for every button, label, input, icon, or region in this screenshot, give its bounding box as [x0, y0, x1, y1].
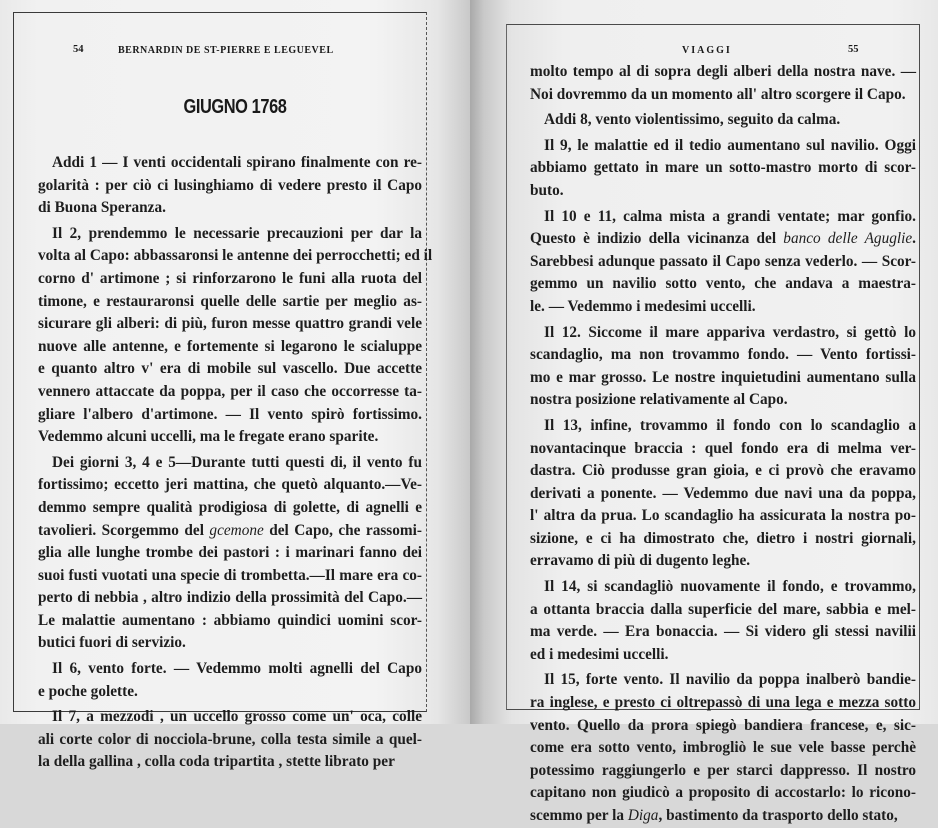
- text-line: ed i medesimi uccelli.: [530, 645, 669, 663]
- text-line: vento. Quello da prora spiegò bandiera francese, e, sic-: [530, 716, 916, 734]
- right-page-number: 55: [848, 44, 859, 55]
- paragraph: [530, 576, 916, 666]
- text-line: e quanto altro v' era di mobile sul vascello. Due accette: [38, 360, 422, 378]
- text-line: Noi dovremmo da un momento all' altro scorgere il Capo.: [530, 85, 906, 103]
- text-line: Dei giorni 3, 4 e 5—Durante tutti questi di, il vento fu: [52, 453, 422, 471]
- paragraph: [38, 223, 433, 449]
- paragraph: [38, 452, 422, 655]
- text-line: l' altra da prua. Lo scandaglio ha assicurata la nostra po-: [530, 507, 916, 525]
- text-line: Il 6, vento forte. — Vedemmo molti agnelli del Capo: [52, 660, 422, 678]
- text-line: Il 14, si scandagliò nuovamente il fondo, e trovammo,: [544, 578, 916, 596]
- paragraph: [530, 669, 916, 827]
- text-line: Il 13, infine, trovammo il fondo con lo scandaglio a: [544, 416, 916, 434]
- text-line: sizione, e ci ha dimostrato che, dietro i nostri giornali,: [530, 529, 916, 547]
- text-line: abbiamo gettato in mare un sotto-mastro morto di scor-: [530, 159, 916, 177]
- text-line: le. — Vedemmo i medesimi uccelli.: [530, 297, 756, 315]
- text-line: erravamo di più di dugento leghe.: [530, 552, 751, 570]
- text-line: Vedemmo alcuni uccelli, ma le fregate erano sparite.: [38, 428, 379, 446]
- text-line: gemmo un navilio sotto vento, che andava a maestra-: [530, 275, 916, 293]
- paragraph: [38, 658, 422, 703]
- text-line: nuove alle antenne, e fortemente si legarono le scialuppe: [38, 337, 422, 355]
- left-page-number: 54: [73, 44, 84, 55]
- text-line: tavolieri. Scorgemmo del gcemone del Capo, che rassomi-: [38, 521, 422, 539]
- right-running-head: VIAGGI: [682, 45, 732, 56]
- text-line: scemmo per la Diga, bastimento da trasporto dello stato,: [530, 807, 898, 824]
- text-line: scandaglio, ma non trovammo fondo. — Vento fortissi-: [530, 346, 916, 364]
- chapter-title: GIUGNO 1768: [183, 96, 287, 118]
- text-line: di Buona Speranza.: [38, 199, 166, 217]
- text-line: gliare l'albero d'artimone. — Il vento spirò fortissimo.: [38, 405, 422, 423]
- paragraph: [38, 706, 422, 774]
- text-line: glia alle lunghe trombe dei pastori : i marinari fanno dei: [38, 544, 422, 562]
- text-line: potessimo raggiungerlo e per starci dappresso. Il nostro: [530, 761, 916, 779]
- right-page-body: [530, 61, 916, 828]
- text-line: butici fuori di servizio.: [38, 634, 186, 652]
- text-line: golarità : per ciò ci lusinghiamo di vedere presto il Capo: [38, 176, 422, 194]
- text-line: Il 10 e 11, calma mista a grandi ventate; mar gonfio.: [544, 207, 916, 225]
- text-line: a ottanta braccia dalla superficie del mare, sabbia e mel-: [530, 600, 916, 618]
- text-line: Il 12. Siccome il mare appariva verdastro, si gettò lo: [544, 323, 916, 341]
- paragraph: [530, 206, 916, 319]
- text-line: perto di nebbia , altro indizio della prossimità del Capo.—: [38, 589, 422, 607]
- text-line: Le malattie aumentano : abbiamo quindici uomini scor-: [38, 611, 422, 629]
- text-line: Il 2, prendemmo le necessarie precauzioni per dar la: [52, 224, 422, 242]
- text-line: nostra posizione relativamente al Capo.: [530, 391, 788, 409]
- paragraph: [530, 322, 916, 412]
- paragraph: [530, 109, 916, 132]
- text-line: dastra. Ciò produsse gran gioia, e ci provò che eravamo: [530, 462, 916, 480]
- text-line: fortissimo; eccetto jeri mattina, che quetò alquanto.—Ve-: [38, 476, 422, 494]
- text-line: Il 7, a mezzodi , un uccello grosso come un' oca, colle: [52, 708, 422, 726]
- text-line: timone, e restauraronsi quelle delle sartie per meglio as-: [38, 292, 422, 310]
- text-line: sicurare gli alberi: di più, furon messe quattro grandi vele: [38, 315, 422, 333]
- text-line: vennero attaccate da poppa, per il caso che occorresse ta-: [38, 382, 422, 400]
- text-line: buto.: [530, 181, 564, 199]
- text-line: Il 15, forte vento. Il navilio da poppa inalberò bandie-: [544, 671, 916, 689]
- text-line: derivati a ponente. — Vedemmo due navi una da poppa,: [530, 484, 916, 502]
- text-line: capitano non giudicò a proposito di accostarlo: lo ricono-: [530, 784, 916, 802]
- paragraph: [530, 135, 916, 203]
- text-line: Il 9, le malattie ed il tedio aumentano sul navilio. Oggi: [544, 136, 916, 154]
- paragraph: [530, 61, 916, 106]
- text-line: ali corte color di nocciola-brune, colla testa simile a quel-: [38, 730, 422, 748]
- text-line: mo e mar grosso. Le nostre inquietudini aumentano sulla: [530, 368, 916, 386]
- text-line: volta al Capo: abbassaronsi le antenne dei perrocchetti; ed il: [38, 247, 433, 265]
- text-line: molto tempo al di sopra degli alberi della nostra nave. —: [530, 63, 916, 80]
- text-line: Addi 1 — I venti occidentali spirano finalmente con re-: [52, 154, 422, 171]
- text-line: e poche golette.: [38, 682, 138, 700]
- left-page-body: [38, 152, 433, 774]
- text-line: ra inglese, e presto ci oltrepassò di una lega e mezza sotto: [530, 694, 916, 712]
- text-line: Questo è indizio della vicinanza del banco delle Aguglie.: [530, 230, 916, 248]
- paragraph: [38, 152, 422, 220]
- text-line: ma verde. — Era bonaccia. — Si videro gli stessi navilii: [530, 623, 916, 641]
- text-line: come era sotto vento, imbrogliò le sue vele basse perchè: [530, 739, 916, 757]
- text-line: corno d' artimone ; si rinforzarono le funi alla ruota del: [38, 269, 422, 287]
- text-line: la della gallina , colla coda tripartita , stette librato per: [38, 753, 395, 771]
- paragraph: [530, 415, 916, 573]
- left-running-head: BERNARDIN DE ST-PIERRE E LEGUEVEL: [118, 45, 334, 56]
- text-line: suoi fusti vuotati una specie di trombetta.—Il mare era co-: [38, 566, 422, 584]
- text-line: novantacinque braccia : quel fondo era di melma ver-: [530, 439, 916, 457]
- text-line: demmo sempre qualità prodigiosa di golette, di agnelli e: [38, 498, 422, 516]
- text-line: Addi 8, vento violentissimo, seguito da calma.: [544, 111, 841, 129]
- text-line: Sarebbesi adunque passato il Capo senza vederlo. — Scor-: [530, 252, 916, 270]
